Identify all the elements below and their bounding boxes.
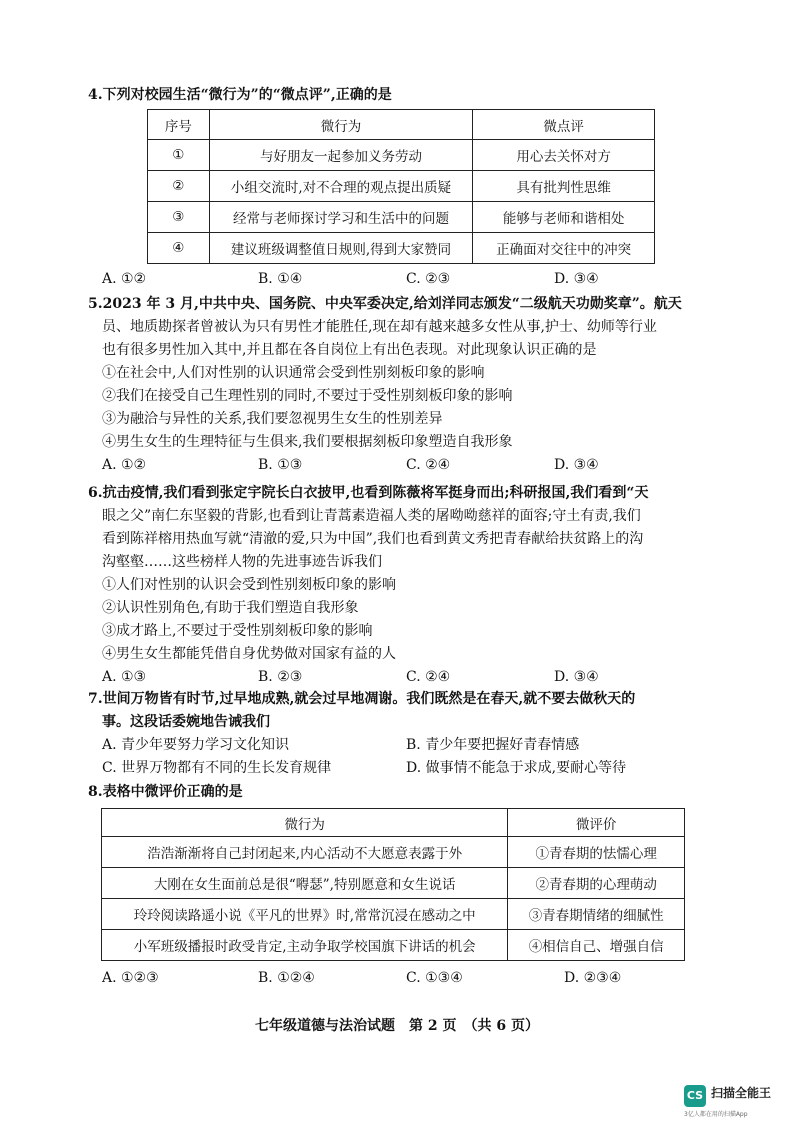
option-a: A. ①②: [102, 271, 147, 287]
question-4-stem: 4.下列对校园生活“微行为”的“微点评”,正确的是: [88, 87, 392, 103]
table-cell: ③: [148, 202, 210, 233]
question-5-stem-line: 也有很多男性加入其中,并且都在各自岗位上有出色表现。对此现象认识正确的是: [102, 342, 597, 358]
table-row: [148, 202, 655, 233]
camscanner-name: 扫描全能王: [711, 1086, 772, 1100]
table-cell: 与好朋友一起参加义务劳动: [209, 140, 473, 171]
option-c: C. ②③: [406, 271, 451, 287]
question-7: [88, 688, 724, 780]
statement-item: ①人们对性别的认识会受到性别刻板印象的影响: [102, 577, 396, 593]
option-c: C. ①③④: [406, 970, 463, 986]
camscanner-tagline: 3亿人都在用的扫描App: [684, 1111, 748, 1118]
table-header-cell: 微点评: [473, 110, 655, 140]
option-c: C. ②④: [406, 457, 451, 473]
option-d: D. 做事情不能急于求成,要耐心等待: [406, 760, 627, 776]
statement-item: ③为融洽与异性的关系,我们要忽视男生女生的性别差异: [102, 411, 443, 427]
table-header-cell: 微行为: [102, 809, 508, 837]
table-cell: ③青春期情绪的细腻性: [508, 899, 685, 930]
option-d: D. ③④: [554, 669, 599, 685]
question-6-stem-line: 6.抗击疫情,我们看到张定宇院长白衣披甲,也看到陈薇将军挺身而出;科研报国,我们看到“天: [88, 485, 649, 501]
question-6-options: [102, 666, 724, 689]
table-cell: ①: [148, 140, 210, 171]
page-footer: 七年级道德与法治试题 第 2 页 （共 6 页）: [255, 1018, 539, 1034]
question-8-stem: 8.表格中微评价正确的是: [88, 784, 243, 800]
option-c: C. ②④: [406, 669, 451, 685]
table-header-row: [148, 110, 655, 140]
statement-item: ④男生女生的生理特征与生俱来,我们要根据刻板印象塑造自我形象: [102, 434, 513, 450]
table-header-cell: 微评价: [508, 809, 685, 837]
table-cell: 正确面对交往中的冲突: [473, 233, 655, 264]
table-header-cell: 微行为: [209, 110, 473, 140]
table-header-cell: 序号: [148, 110, 210, 140]
question-4-table: [147, 109, 655, 264]
table-cell: 建议班级调整值日规则,得到大家赞同: [209, 233, 473, 264]
table-cell: ②青春期的心理萌动: [508, 868, 685, 899]
table-cell: 浩浩渐渐将自己封闭起来,内心活动不大愿意表露于外: [102, 837, 508, 868]
option-b: B. ②③: [258, 669, 303, 685]
table-cell: ④相信自己、增强自信: [508, 930, 685, 961]
table-header-row: [102, 809, 685, 837]
table-cell: 小组交流时,对不合理的观点提出质疑: [209, 171, 473, 202]
table-row: [102, 930, 685, 961]
option-a: A. ①③: [102, 669, 147, 685]
option-b: B. ①②④: [258, 970, 315, 986]
table-row: [148, 171, 655, 202]
question-6-stem-line: 眼之父”南仁东坚毅的背影,也看到让青蒿素造福人类的屠呦呦慈祥的面容;守土有责,我们: [102, 508, 641, 524]
table-cell: 能够与老师和谐相处: [473, 202, 655, 233]
question-7-options-row: [102, 734, 724, 757]
question-7-options-row: [102, 757, 724, 780]
table-row: [102, 837, 685, 868]
question-8-options: [102, 967, 724, 990]
question-5-stem-line: 5.2023 年 3 月,中共中央、国务院、中央军委决定,给刘洋同志颁发“二级航天功勋奖章”。航天: [88, 296, 682, 312]
table-cell: 大刚在女生面前总是很“嘚瑟”,特别愿意和女生说话: [102, 868, 508, 899]
table-cell: 玲玲阅读路遥小说《平凡的世界》时,常常沉浸在感动之中: [102, 899, 508, 930]
option-a: A. ①②③: [102, 970, 159, 986]
table-cell: ②: [148, 171, 210, 202]
table-row: [148, 233, 655, 264]
table-row: [102, 868, 685, 899]
question-8: [88, 781, 724, 804]
option-a: A. 青少年要努力学习文化知识: [102, 737, 290, 753]
option-d: D. ②③④: [564, 970, 622, 986]
statement-item: ①在社会中,人们对性别的认识通常会受到性别刻板印象的影响: [102, 365, 485, 381]
table-row: [102, 899, 685, 930]
option-d: D. ③④: [554, 457, 599, 473]
statement-item: ③成才路上,不要过于受性别刻板印象的影响: [102, 623, 373, 639]
option-c: C. 世界万物都有不同的生长发育规律: [102, 760, 332, 776]
question-7-stem-line: 事。这段话委婉地告诫我们: [102, 714, 270, 730]
option-b: B. 青少年要把握好青春情感: [406, 737, 580, 753]
statement-item: ②我们在接受自己生理性别的同时,不要过于受性别刻板印象的影响: [102, 388, 513, 404]
question-5-options: [102, 454, 724, 477]
camscanner-logo-icon: CS: [684, 1085, 706, 1107]
question-6: [88, 482, 724, 689]
table-cell: 经常与老师探讨学习和生活中的问题: [209, 202, 473, 233]
question-8-table: [101, 808, 685, 961]
table-cell: ④: [148, 233, 210, 264]
question-5-stem-line: 员、地质勘探者曾被认为只有男性才能胜任,现在却有越来越多女性从事,护士、幼师等行业: [102, 319, 657, 335]
table-cell: ①青春期的怯懦心理: [508, 837, 685, 868]
question-6-stem-line: 看到陈祥榕用热血写就“清澈的爱,只为中国”,我们也看到黄文秀把青春献给扶贫路上的沟: [102, 531, 644, 547]
table-cell: 具有批判性思维: [473, 171, 655, 202]
option-d: D. ③④: [554, 271, 599, 287]
question-6-stem-line: 沟壑壑……这些榜样人物的先进事迹告诉我们: [102, 554, 382, 570]
table-cell: 小军班级播报时政受肯定,主动争取学校国旗下讲话的机会: [102, 930, 508, 961]
statement-item: ④男生女生都能凭借自身优势做对国家有益的人: [102, 646, 396, 662]
option-b: B. ①④: [258, 271, 303, 287]
table-row: [148, 140, 655, 171]
statement-item: ②认识性别角色,有助于我们塑造自我形象: [102, 600, 359, 616]
option-b: B. ①③: [258, 457, 303, 473]
question-7-stem-line: 7.世间万物皆有时节,过早地成熟,就会过早地凋谢。我们既然是在春天,就不要去做秋天的: [88, 691, 636, 707]
question-4: [88, 84, 724, 107]
question-5: [88, 293, 724, 477]
table-cell: 用心去关怀对方: [473, 140, 655, 171]
question-4-options: [102, 268, 724, 291]
option-a: A. ①②: [102, 457, 147, 473]
